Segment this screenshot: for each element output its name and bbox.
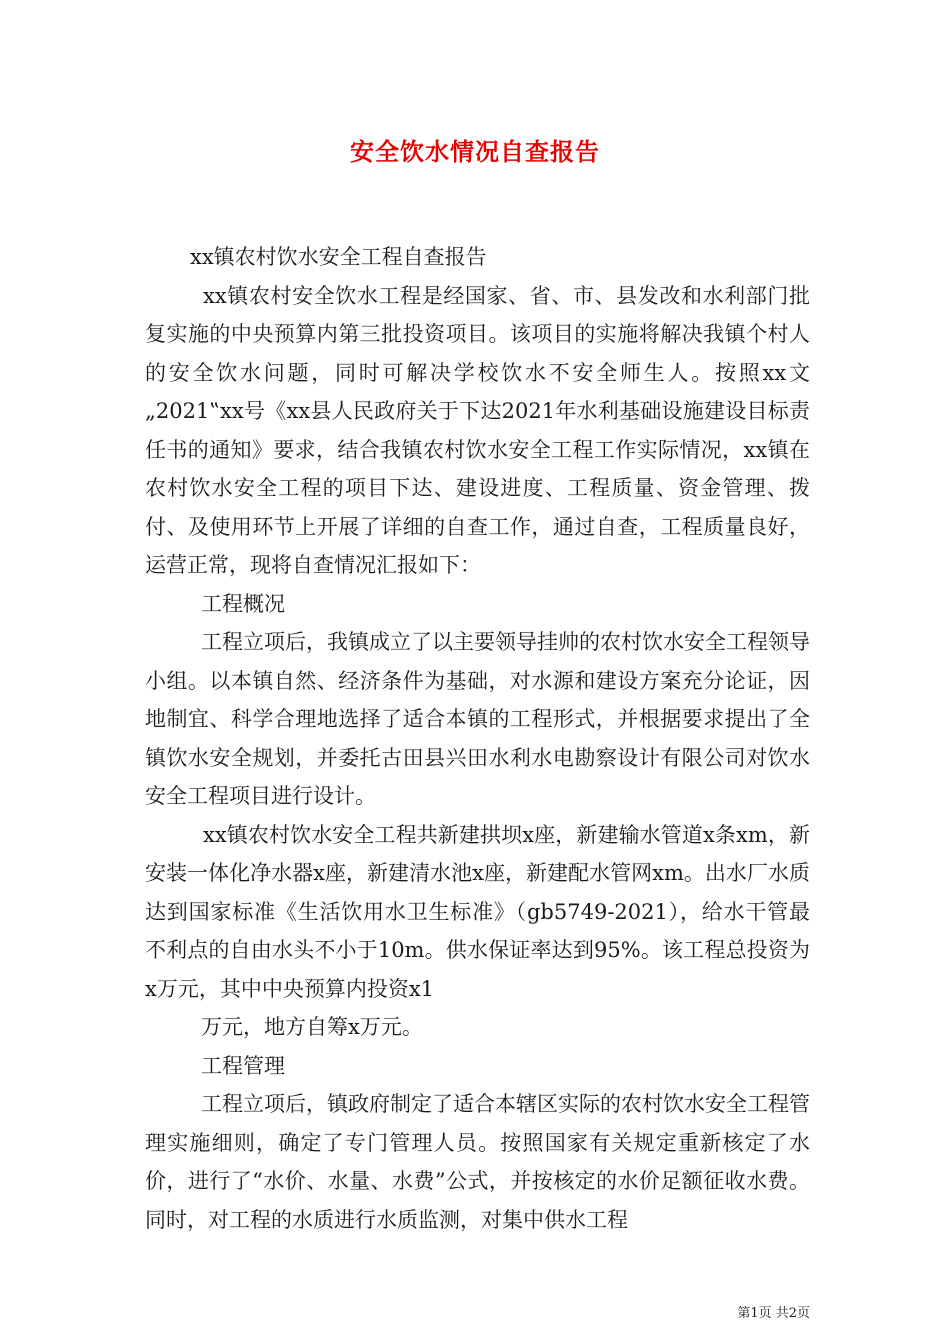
- overview-paragraph: 工程立项后，我镇成立了以主要领导挂帅的农村饮水安全工程领导小组。以本镇自然、经济条件为基础，对水源和建设方案充分论证，因地制宜、科学合理地选择了适合本镇的工程形式，并根据要求提出了全镇饮水安全规划，并委托古田县兴田水利水电勘察设计有限公司对饮水安全工程项目进行设计。: [145, 630, 810, 808]
- report-subtitle: xx镇农村饮水安全工程自查报告: [190, 245, 487, 269]
- document-body: [145, 238, 810, 1239]
- section-heading-overview: 工程概况: [201, 591, 285, 616]
- intro-paragraph: xx镇农村安全饮水工程是经国家、省、市、县发改和水利部门批复实施的中央预算内第三批投资项目。该项目的实施将解决我镇个村人的安全饮水问题，同时可解决学校饮水不安全师生人。按照xx文„2021‟xx号《xx县人民政府关于下达2021年水利基础设施建设目标责任书的通知》要求，结合我镇农村饮水安全工程工作实际情况，xx镇在农村饮水安全工程的项目下达、建设进度、工程质量、资金管理、拨付、及使用环节上开展了详细的自查工作，通过自查，工程质量良好，运营正常，现将自查情况汇报如下：: [145, 283, 810, 577]
- section-heading-management: 工程管理: [201, 1053, 285, 1078]
- document-title: 安全饮水情况自查报告: [350, 137, 600, 166]
- investment-paragraph: 万元，地方自筹x万元。: [201, 1015, 423, 1039]
- construction-paragraph: xx镇农村饮水安全工程共新建拱坝x座，新建输水管道x条xm，新安装一体化净水器x座，新建清水池x座，新建配水管网xm。出水厂水质达到国家标准《生活饮用水卫生标准》（gb5749-2021），给水干管最不利点的自由水头不小于10m。供水保证率达到95%。该工程总投资为x万元，其中中央预算内投资x1: [145, 822, 810, 1001]
- page-number: 第1页 共2页: [737, 1306, 810, 1321]
- management-paragraph: 工程立项后，镇政府制定了适合本辖区实际的农村饮水安全工程管理实施细则，确定了专门管理人员。按照国家有关规定重新核定了水价，进行了“水价、水量、水费”公式，并按核定的水价足额征收水费。同时，对工程的水质进行水质监测，对集中供水工程: [145, 1092, 810, 1232]
